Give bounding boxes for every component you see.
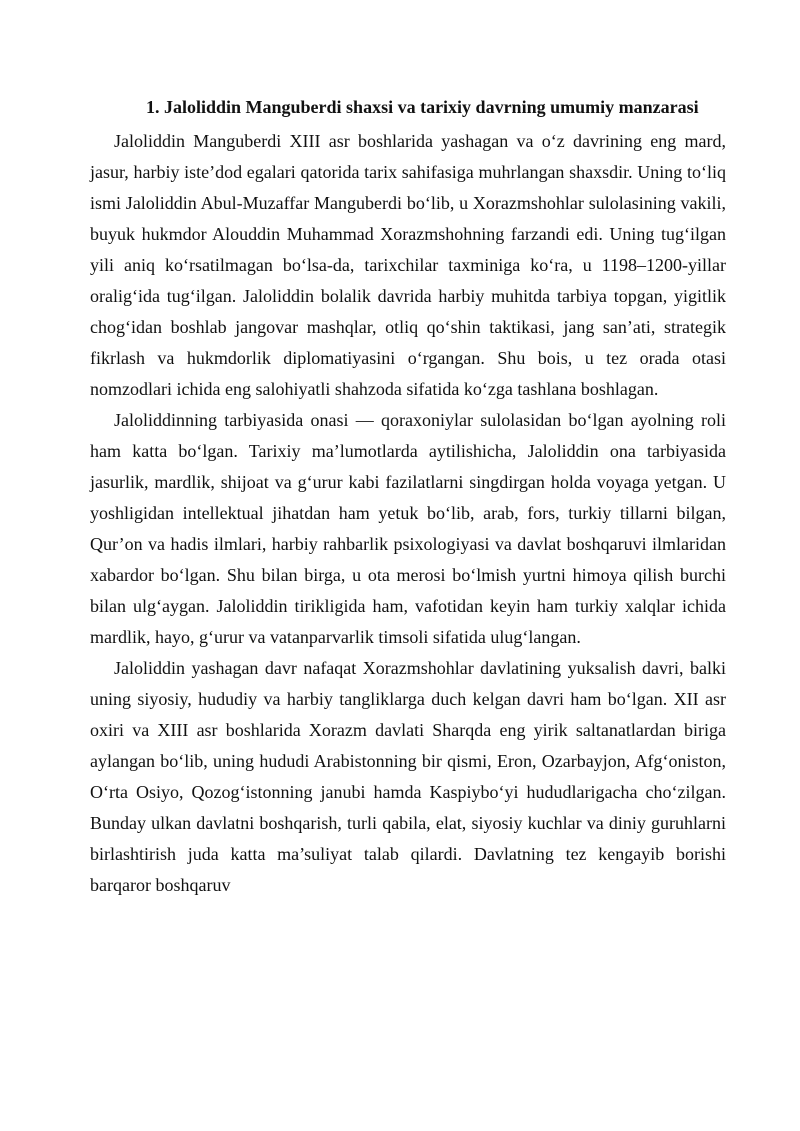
paragraph-3: Jaloliddin yashagan davr nafaqat Xorazmshohlar davlatining yuksalish davri, balki uning siyosiy, hududiy va harbiy tangliklarga duch kelgan davri ham bo‘lgan. XII asr oxiri va XIII asr boshlarida Xorazm davlati Sharqda eng yirik saltanatlardan biriga aylangan bo‘lib, uning hududi Arabistonning bir qismi, Eron, Ozarbayjon, Afg‘oniston, O‘rta Osiyo, Qozog‘istonning janubi hamda Kaspiybo‘yi hududlarigacha cho‘zilgan. Bunday ulkan davlatni boshqarish, turli qabila, elat, siyosiy kuchlar va diniy guruhlarni birlashtirish juda katta ma’suliyat talab qilardi. Davlatning tez kengayib borishi barqaror boshqaruv xyxy=(90,658,726,895)
section-heading: 1. Jaloliddin Manguberdi shaxsi va tarixiy davrning umumiy manzarasi xyxy=(146,97,699,117)
document-body xyxy=(90,92,726,901)
paragraph-2: Jaloliddinning tarbiyasida onasi — qoraxoniylar sulolasidan bo‘lgan ayolning roli ham katta bo‘lgan. Tarixiy ma’lumotlarda aytilishicha, Jaloliddin ona tarbiyasida jasurlik, mardlik, shijoat va g‘urur kabi fazilatlarni singdirgan holda voyaga yetgan. U yoshligidan intellektual jihatdan ham yetuk bo‘lib, arab, fors, turkiy tillarni bilgan, Qur’on va hadis ilmlari, harbiy rahbarlik psixologiyasi va davlat boshqaruvi ilmlaridan xabardor bo‘lgan. Shu bilan birga, u ota merosi bo‘lmish yurtni himoya qilish burchi bilan ulg‘aygan. Jaloliddin tirikligida ham, vafotidan keyin ham turkiy xalqlar ichida mardlik, hayo, g‘urur va vatanparvarlik timsoli sifatida ulug‘langan. xyxy=(90,410,726,647)
paragraph-1: Jaloliddin Manguberdi XIII asr boshlarida yashagan va o‘z davrining eng mard, jasur, harbiy iste’dod egalari qatorida tarix sahifasiga muhrlangan shaxsdir. Uning to‘liq ismi Jaloliddin Abul-Muzaffar Manguberdi bo‘lib, u Xorazmshohlar sulolasining vakili, buyuk hukmdor Alouddin Muhammad Xorazmshohning farzandi edi. Uning tug‘ilgan yili aniq ko‘rsatilmagan bo‘lsa-da, tarixchilar taxminiga ko‘ra, u 1198–1200-yillar oralig‘ida tug‘ilgan. Jaloliddin bolalik davrida harbiy muhitda tarbiya topgan, yigitlik chog‘idan boshlab jangovar mashqlar, otliq qo‘shin taktikasi, jang san’ati, strategik fikrlash va hukmdorlik diplomatiyasini o‘rgangan. Shu bois, u tez orada otasi nomzodlari ichida eng salohiyatli shahzoda sifatida ko‘zga tashlana boshlagan. xyxy=(90,131,726,399)
